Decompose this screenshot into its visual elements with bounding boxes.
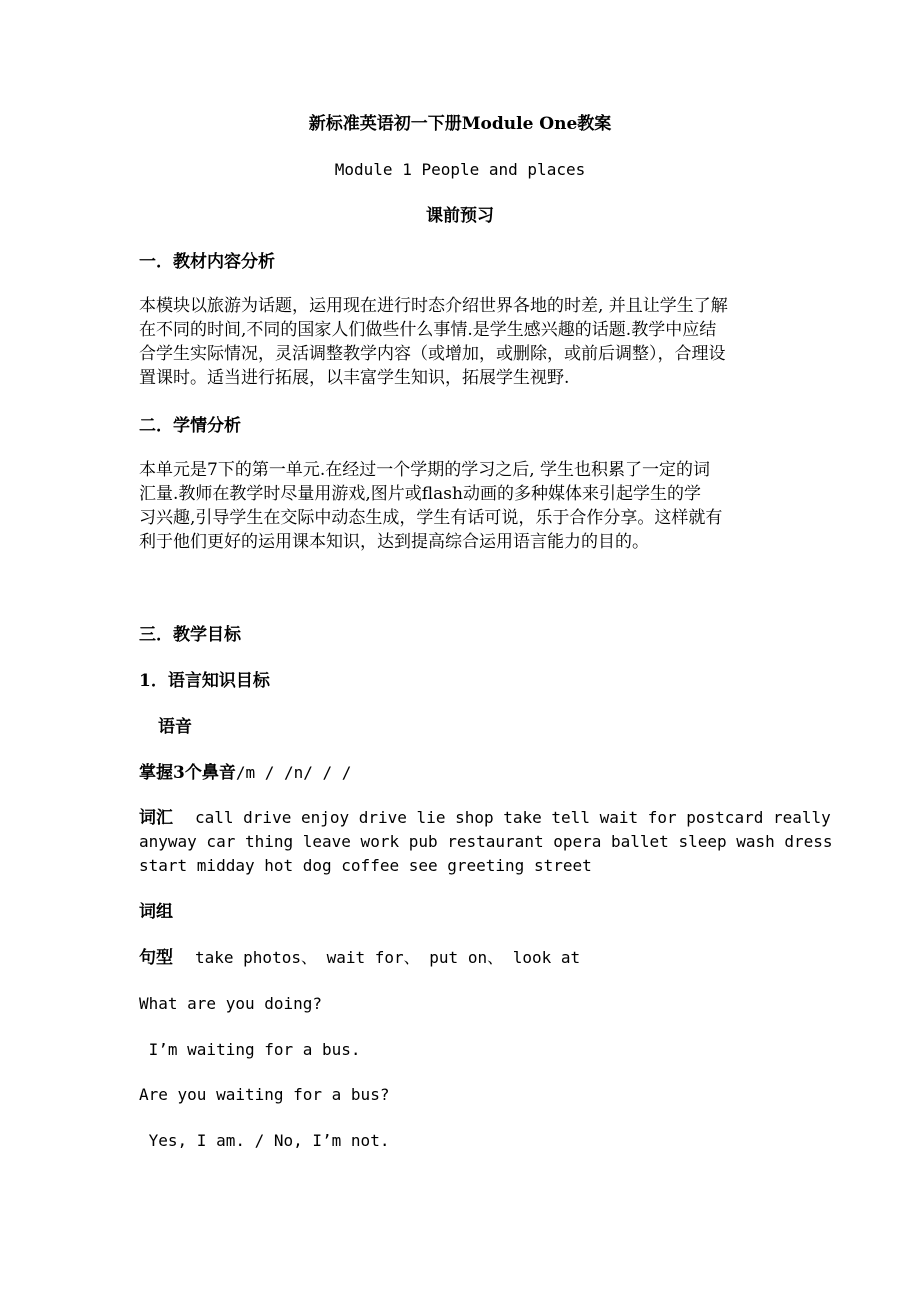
phrase-label: 词组 xyxy=(139,902,173,922)
document-title: 新标准英语初一下册Module One教案 xyxy=(308,114,612,134)
vocabulary-label: 词汇 xyxy=(139,808,173,828)
paragraph-line: 合学生实际情况，灵活调整教学内容（或增加，或删除，或前后调整），合理设 xyxy=(139,344,726,364)
sentence-example: Yes, I am. / No, I’m not. xyxy=(139,1131,390,1150)
paragraph-line: 汇量.教师在教学时尽量用游戏,图片或flash动画的多种媒体来引起学生的学 xyxy=(139,484,701,504)
sentence-pattern-line xyxy=(139,946,580,970)
paragraph-line: 本单元是7下的第一单元.在经过一个学期的学习之后, 学生也积累了一定的词 xyxy=(139,460,711,480)
section-heading-material-analysis: 一．教材内容分析 xyxy=(139,252,275,272)
section-heading-teaching-goals: 三．教学目标 xyxy=(139,625,241,645)
paragraph-line: 利于他们更好的运用课本知识，达到提高综合运用语言能力的目的。 xyxy=(139,532,649,552)
pattern-items: take photos、 wait for、 put on、 look at xyxy=(195,948,581,967)
paragraph-line: 在不同的时间,不同的国家人们做些什么事情.是学生感兴趣的话题.教学中应结 xyxy=(139,320,717,340)
vocabulary-line: start midday hot dog coffee see greeting street xyxy=(139,856,592,875)
paragraph-line: 置课时。适当进行拓展，以丰富学生知识，拓展学生视野. xyxy=(139,368,570,388)
paragraph-material-analysis xyxy=(139,294,799,390)
vocabulary-line: anyway car thing leave work pub restaurant opera ballet sleep wash dress xyxy=(139,832,833,851)
subheading-language-knowledge: 1．语言知识目标 xyxy=(139,671,270,691)
pattern-label: 句型 xyxy=(139,948,173,968)
pronunciation-label: 语音 xyxy=(158,717,192,737)
nasal-sounds: /m / /n/ / / xyxy=(235,763,352,782)
nasal-sounds-line xyxy=(139,761,351,785)
paragraph-student-analysis xyxy=(139,458,799,554)
preview-subtitle: 课前预习 xyxy=(426,206,494,226)
sentence-example: What are you doing? xyxy=(139,994,323,1013)
nasal-label: 掌握3个鼻音 xyxy=(139,763,236,783)
paragraph-line: 习兴趣,引导学生在交际中动态生成，学生有话可说，乐于合作分享。这样就有 xyxy=(139,508,723,528)
vocabulary-line xyxy=(139,806,899,830)
sentence-example: Are you waiting for a bus? xyxy=(139,1085,390,1104)
sentence-example: I’m waiting for a bus. xyxy=(139,1040,361,1059)
paragraph-line: 本模块以旅游为话题，运用现在进行时态介绍世界各地的时差, 并且让学生了解 xyxy=(139,296,728,316)
section-heading-student-analysis: 二．学情分析 xyxy=(139,416,241,436)
module-title: Module 1 People and places xyxy=(334,160,586,179)
vocabulary-words: call drive enjoy drive lie shop take tell wait for postcard really xyxy=(195,808,831,827)
vocabulary-block xyxy=(139,806,899,878)
